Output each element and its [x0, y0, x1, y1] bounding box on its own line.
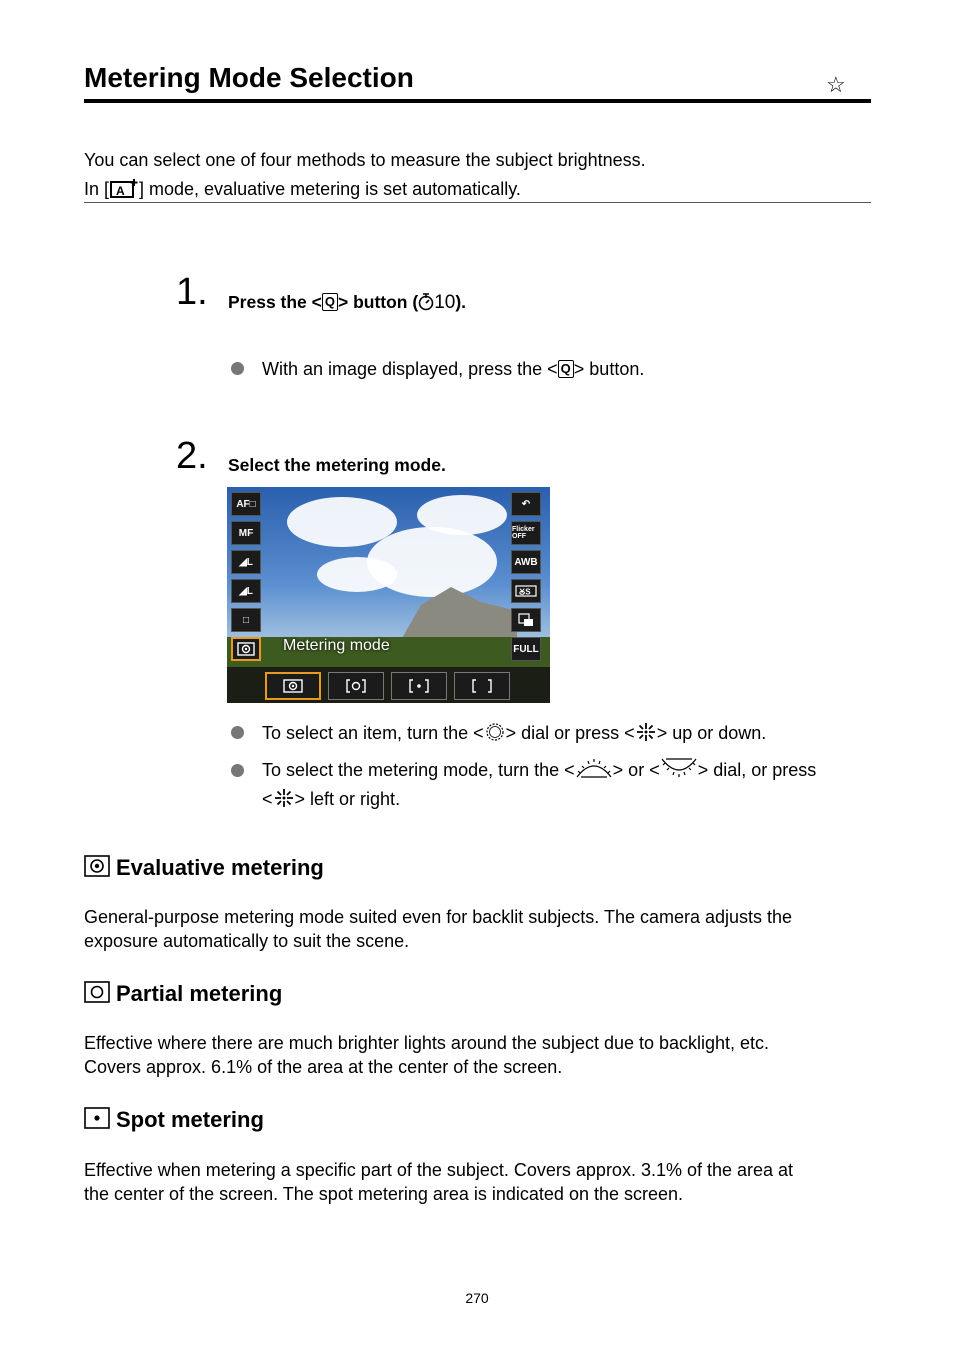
picture-style-button: [511, 579, 541, 603]
metering-mode-label: Metering mode: [283, 637, 390, 654]
back-button: ↶: [511, 492, 541, 516]
spot-metering-icon: [84, 1107, 110, 1129]
step-2-bullet-2: To select the metering mode, turn the < > or < > dial, or press < > left or right.: [262, 756, 816, 814]
step-1-bullet: With an image displayed, press the < Q > button.: [262, 359, 645, 379]
q-button-icon: Q: [322, 293, 338, 311]
image-icon: [518, 613, 534, 627]
picture-style-icon: [515, 585, 537, 597]
evaluative-option: [265, 672, 321, 700]
multi-controller-icon: [273, 788, 295, 808]
section-heading-spot: Spot metering: [84, 1107, 264, 1133]
section-heading-partial: Partial metering: [84, 981, 282, 1007]
image-quality-button-2: ◢L: [231, 579, 261, 603]
image-button: [511, 608, 541, 632]
partial-option: [328, 672, 384, 700]
evaluative-metering-icon: [283, 679, 303, 693]
bullet: [231, 362, 244, 375]
intro-rule: [84, 202, 871, 203]
intro-line-1: You can select one of four methods to measure the subject brightness.: [84, 150, 646, 170]
center-weighted-option: [454, 672, 510, 700]
multi-controller-icon: [635, 722, 657, 742]
intro: [84, 146, 646, 204]
bullet: [231, 764, 244, 777]
step-1-text: Press the < Q > button ( 10).: [228, 292, 467, 313]
center-weighted-metering-icon: [472, 679, 492, 693]
star-icon: ☆: [826, 72, 846, 97]
af-button: AF□: [231, 492, 261, 516]
intro-line-2: In [ A ] mode, evaluative metering is set automatically.: [84, 179, 521, 199]
full-button: FULL: [511, 637, 541, 661]
main-dial-icon: [575, 757, 613, 779]
drive-mode-button: □: [231, 608, 261, 632]
camera-screen-illustration: [227, 487, 550, 703]
flicker-off-button: Flicker OFF: [511, 521, 541, 545]
section-heading-evaluative: Evaluative metering: [84, 855, 324, 881]
timer-icon: [418, 293, 434, 311]
title-rule: [84, 99, 871, 103]
evaluative-metering-icon: [84, 855, 110, 877]
step-2-number: 2.: [176, 435, 208, 477]
section-body-evaluative: General-purpose metering mode suited even for backlit subjects. The camera adjusts the exposure automatically to suit the scene.: [84, 907, 793, 951]
section-body-spot: Effective when metering a specific part of the subject. Covers approx. 3.1% of the area at the center of the screen. The spot metering area is indicated on the screen.: [84, 1160, 794, 1204]
quick-control-dial-2-icon: [660, 757, 698, 779]
evaluative-metering-icon: [237, 642, 255, 656]
partial-metering-icon: [346, 679, 366, 693]
q-button-icon: Q: [558, 360, 574, 378]
mf-button: MF: [231, 521, 261, 545]
step-2-bullet-1: To select an item, turn the < > dial or press < > up or down.: [262, 723, 767, 743]
scene-intelligent-auto-icon: [109, 178, 139, 198]
step-2-text: Select the metering mode.: [228, 455, 446, 475]
page-title: Metering Mode Selection: [84, 62, 414, 93]
section-body-partial: Effective where there are much brighter lights around the subject due to backlight, etc. Covers approx. 6.1% of the area at the center of the screen.: [84, 1033, 770, 1077]
spot-metering-icon: [409, 679, 429, 693]
step-1-number: 1.: [176, 271, 208, 313]
partial-metering-icon: [84, 981, 110, 1003]
bullet: [231, 726, 244, 739]
image-quality-button: ◢L: [231, 550, 261, 574]
svg-text:A: A: [116, 184, 125, 198]
page-number: 270: [465, 1290, 489, 1306]
quick-control-dial-icon: [484, 722, 506, 742]
spot-option: [391, 672, 447, 700]
svg-text:ꙊS: ꙊS: [519, 587, 531, 597]
metering-mode-button: [231, 637, 261, 661]
awb-button: AWB: [511, 550, 541, 574]
